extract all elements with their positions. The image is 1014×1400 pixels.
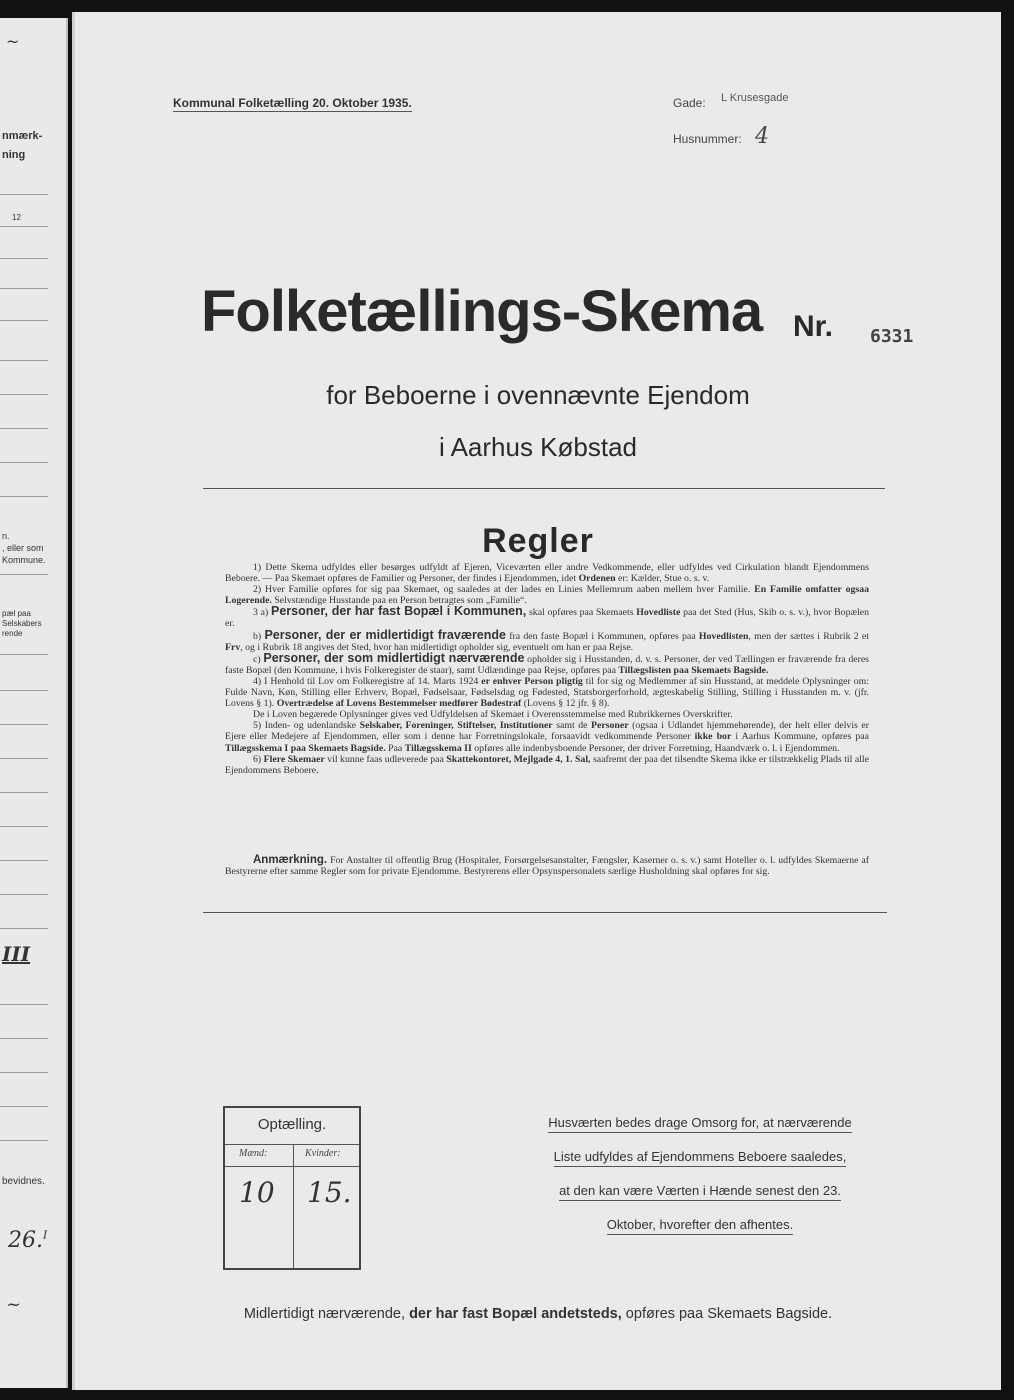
kvinder-value: 15. bbox=[307, 1176, 352, 1209]
rule-5: 5) Inden- og udenlandske Selskaber, Foreninger, Stiftelser, Institutioner samt de Personer (ogsaa i Udlandet hjemmehørende), der helt eller delvis er Ejere eller Medejere af Ejendommen, eller som i denne har Forretningslokale, forsaavidt vedkommende Personer ikke bor i Aarhus Kommune, opføres paa Tillægsskema I paa Skemaets Bagside. Paa Tillægsskema II opføres alle indenbysboende Personer, der driver Forretning, Haandværk o. l. i Ejendommen. bbox=[225, 720, 870, 754]
form-title: Folketællings-Skema bbox=[201, 279, 763, 344]
notice-line-1: Husværten bedes drage Omsorg for, at nærværende bbox=[548, 1115, 851, 1133]
left-rule bbox=[0, 826, 48, 827]
left-rule bbox=[0, 690, 48, 691]
maend-label: Mænd: bbox=[239, 1148, 268, 1159]
left-rule bbox=[0, 394, 48, 395]
left-bevidnes: bevidnes. bbox=[2, 1176, 45, 1187]
left-rule bbox=[0, 320, 48, 321]
left-page-edge bbox=[0, 18, 68, 1388]
left-rule bbox=[0, 928, 48, 929]
left-note-line3: Kommune. bbox=[2, 555, 46, 565]
left-rule bbox=[0, 860, 48, 861]
left-rule bbox=[0, 462, 48, 463]
left-heading-line1: nmærk- bbox=[2, 130, 43, 142]
footer-note: Midlertidigt nærværende, der har fast Bopæl andetsteds, opføres paa Skemaets Bagside. bbox=[243, 1306, 833, 1322]
left-rule bbox=[0, 226, 48, 227]
left-rule bbox=[0, 258, 48, 259]
gade-value: L Krusesgade bbox=[721, 92, 789, 104]
anmaerkning-block bbox=[225, 855, 869, 877]
form-number-value: 6331 bbox=[870, 326, 914, 347]
left-col-number: 12 bbox=[12, 213, 21, 222]
optaelling-rule bbox=[225, 1144, 359, 1145]
rule-2: 2) Hver Familie opføres for sig paa Skemaet, og saaledes at der lades en Linies Mellemrum aaben mellem hver Familie. En Familie omfatter ogsaa Logerende. Selvstændige Husstande paa en Person betragtes som „Familie“. bbox=[225, 584, 870, 607]
left-roman-mark: III bbox=[2, 942, 31, 966]
divider-top bbox=[203, 488, 885, 489]
left-note-line2: , eller som bbox=[2, 543, 44, 553]
left-heading-line2: ning bbox=[2, 149, 26, 161]
left-rule bbox=[0, 1072, 48, 1073]
left-rule bbox=[0, 574, 48, 575]
anmaerkning-label: Anmærkning. bbox=[253, 854, 328, 866]
left-rule bbox=[0, 1004, 48, 1005]
rule-4-note: De i Loven begærede Oplysninger gives ved Udfyldelsen af Skemaet i Overensstemmelse med Rubrikkernes Overskrifter. bbox=[253, 709, 733, 721]
gade-label: Gade: bbox=[673, 96, 706, 110]
landlord-notice bbox=[525, 1108, 875, 1244]
left-rule bbox=[0, 724, 48, 725]
kvinder-label: Kvinder: bbox=[305, 1148, 341, 1159]
left-rule bbox=[0, 360, 48, 361]
notice-line-4: Oktober, hvorefter den afhentes. bbox=[607, 1217, 793, 1235]
rules-text-block bbox=[225, 562, 869, 776]
left-top-scribble: ~ bbox=[6, 32, 20, 51]
husnummer-value: 4 bbox=[755, 124, 769, 149]
rule-3b: b) Personer, der er midlertidigt fraværende fra den faste Bopæl i Kommunen, opføres paa Hovedlisten, men der sættes i Rubrik 2 et Frv, og i Rubrik 18 angives det Sted, hvor han midlertidigt opholder sig, eventuelt om han er paa Rejse. bbox=[225, 627, 869, 653]
optaelling-title: Optælling. bbox=[257, 1116, 327, 1133]
left-note2-line2: Selskabers bbox=[2, 619, 42, 628]
rule-3a: 3 a) Personer, der har fast Bopæl i Kommunen, skal opføres paa Skemaets Hovedliste paa det Sted (Hus, Skib o. s. v.), hvor Bopælen er. bbox=[225, 604, 869, 630]
left-hand-number: 26.$^I$ bbox=[8, 1228, 48, 1253]
left-note-line1: n. bbox=[2, 531, 10, 541]
left-note2-line3: rende bbox=[2, 629, 23, 638]
census-title-header: Kommunal Folketælling 20. Oktober 1935. bbox=[173, 96, 412, 110]
regler-heading: Regler bbox=[482, 522, 594, 560]
anmaerkning-text: For Anstalter til offentlig Brug (Hospitaler, Forsørgelsesanstalter, Fængsler, Kaserner o. s. v.) samt Hoteller o. l. udfyldes Skemaerne af Bestyrerne efter samme Regler som for private Ejendomme. Bestyrerens eller Opsynspersonalets særlige Husholdning skal opføres for sig. bbox=[225, 855, 869, 878]
left-rule bbox=[0, 1106, 48, 1107]
left-bottom-scribble: ~ bbox=[6, 1294, 22, 1315]
husnummer-label: Husnummer: bbox=[673, 132, 742, 146]
left-rule bbox=[0, 894, 48, 895]
left-rule bbox=[0, 288, 48, 289]
rule-1: 1) Dette Skema udfyldes eller besørges udfyldt af Ejeren, Viceværten eller andre Vedkommende, eller udfyldes ved Cirkulation blandt Ejendommens Beboere. — Paa Skemaet opføres de Familier og Personer, der findes i Ejendommen, idet Ordenen er: Kælder, Stue o. s. v. bbox=[225, 562, 869, 585]
census-form-sheet bbox=[72, 12, 1001, 1390]
left-note2-line1: pæl paa bbox=[2, 609, 31, 618]
left-rule bbox=[0, 1140, 48, 1141]
left-rule bbox=[0, 1038, 48, 1039]
rule-4: 4) I Henhold til Lov om Folkeregistre af 14. Marts 1924 er enhver Person pligtig til for sig og Medlemmer af sin Husstand, at meddele Oplysninger om: Fulde Navn, Køn, Stilling eller Erhverv, Bopæl, Fødselsaar, Fødselsdag og Fødested, Statsborgerforhold, ægteskabelig Stilling, Stilling i Husstanden m. v. (jfr. Lovens § 1). Overtrædelse af Lovens Bestemmelser medfører Bødestraf (Lovens § 12 jfr. § 8). bbox=[225, 675, 869, 710]
divider-bottom bbox=[203, 912, 887, 913]
left-rule bbox=[0, 758, 48, 759]
form-number-label: Nr. bbox=[793, 310, 834, 343]
form-subtitle-2: i Aarhus Købstad bbox=[439, 432, 637, 462]
left-rule bbox=[0, 792, 48, 793]
rule-3c: c) Personer, der som midlertidigt nærværende opholder sig i Husstanden, d. v. s. Personer, der ved Tællingen er fraværende fra deres faste Bopæl (den Kommune, i hvis Folkeregister de staar), samt Udlændinge paa Rejse, opføres paa Tillægslisten paa Skemaets Bagside. bbox=[225, 650, 869, 676]
left-rule bbox=[0, 428, 48, 429]
rule-6: 6) Flere Skemaer vil kunne faas udleverede paa Skattekontoret, Mejlgade 4, 1. Sal, saafremt der paa det tilsendte Skema ikke er tilstrækkelig Plads til alle Ejendommens Beboere. bbox=[225, 753, 870, 776]
form-subtitle-1: for Beboerne i ovennævnte Ejendom bbox=[326, 380, 750, 410]
optaelling-box bbox=[223, 1106, 361, 1270]
left-rule bbox=[0, 496, 48, 497]
left-rule bbox=[0, 194, 48, 195]
optaelling-divider bbox=[293, 1144, 294, 1268]
left-rule bbox=[0, 654, 48, 655]
maend-value: 10 bbox=[239, 1176, 275, 1209]
notice-line-2: Liste udfyldes af Ejendommens Beboere saaledes, bbox=[554, 1149, 847, 1167]
notice-line-3: at den kan være Værten i Hænde senest den 23. bbox=[559, 1183, 841, 1201]
optaelling-rule bbox=[225, 1166, 359, 1167]
